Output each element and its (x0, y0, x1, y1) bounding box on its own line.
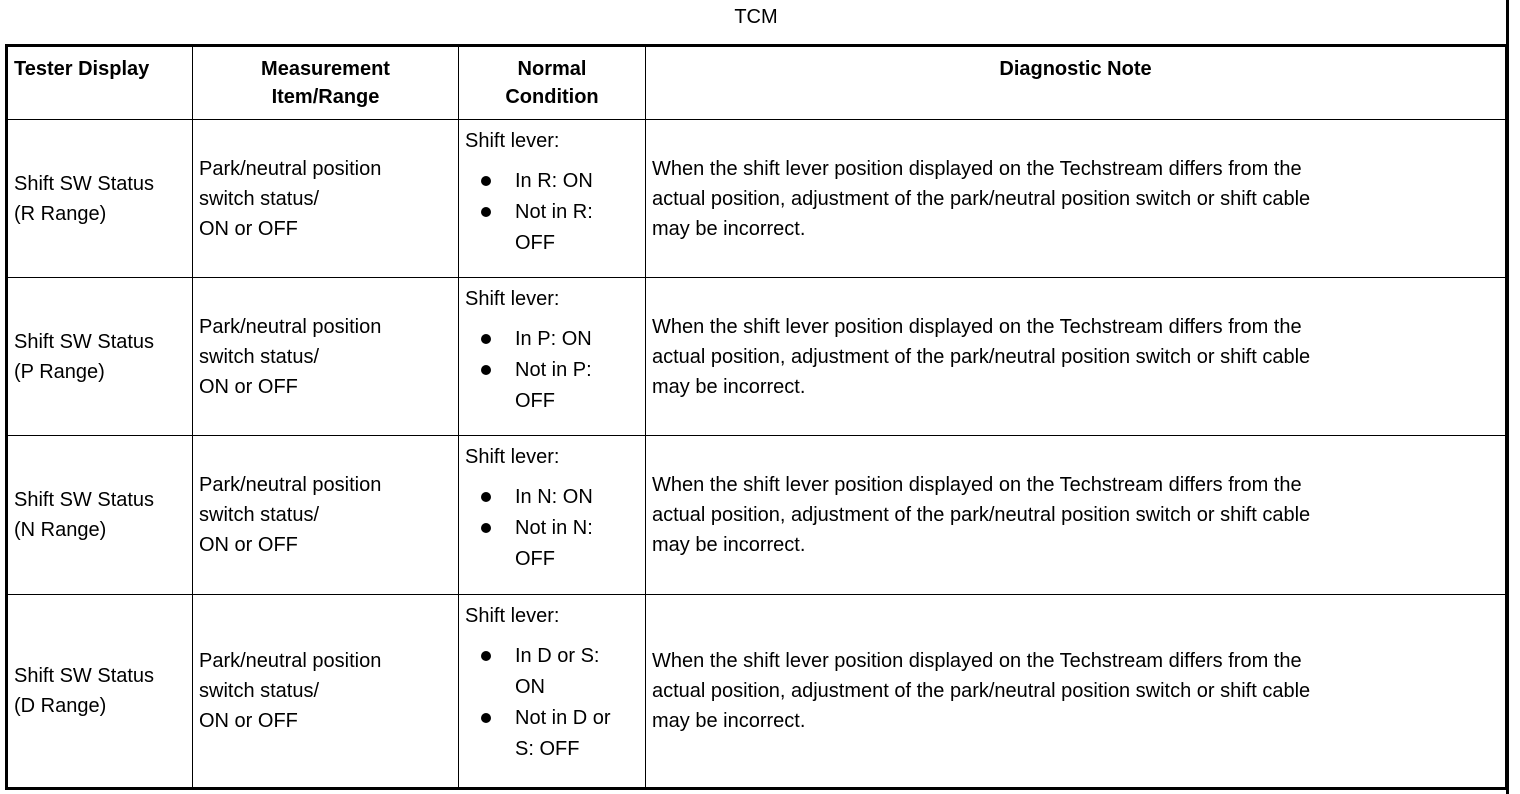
condition-option-text: In D or S: (515, 644, 600, 667)
diagnostic-note-cell (646, 278, 1507, 436)
condition-option (465, 482, 639, 513)
condition-list (465, 324, 639, 417)
tester-display-line2: (D Range) (14, 694, 107, 717)
tester-display-line2: (R Range) (14, 202, 107, 225)
condition-option-text: Not in R: (515, 201, 593, 223)
tester-display-line1: Shift SW Status (14, 489, 155, 511)
bullet-icon (481, 334, 491, 344)
diagnostic-note-line1: When the shift lever position displayed on the Techstream differs from the (652, 315, 1302, 338)
bullet-icon (481, 492, 491, 502)
condition-option-text: Not in D or (515, 706, 611, 729)
table-row (7, 278, 1507, 436)
diagnostic-note-line2: actual position, adjustment of the park/neutral position switch or shift cable (652, 345, 1311, 368)
condition-list (465, 641, 639, 765)
header-normal-line1: Normal (517, 58, 587, 80)
bullet-icon (481, 523, 491, 533)
condition-option (465, 513, 639, 575)
normal-condition-cell (459, 120, 646, 278)
header-diagnostic-note-label: Diagnostic Note (999, 58, 1152, 80)
bullet-icon (481, 207, 491, 217)
tester-display-cell (7, 594, 193, 788)
condition-option (465, 324, 639, 355)
header-diagnostic-note (646, 46, 1507, 120)
measurement-line2: switch status/ (199, 504, 320, 526)
condition-option-text-cont: OFF (515, 232, 555, 254)
condition-option (465, 166, 639, 197)
header-normal-line2: Condition (505, 86, 599, 108)
condition-option-text: In R: ON (515, 170, 593, 192)
header-tester-display (7, 46, 193, 120)
diagnostic-note-line3: may be incorrect. (652, 217, 806, 240)
measurement-item-cell (193, 594, 459, 788)
measurement-line2: switch status/ (199, 679, 320, 702)
measurement-line2: switch status/ (199, 187, 320, 210)
data-list-table (5, 44, 1508, 790)
condition-option-text: Not in P: (515, 359, 592, 382)
condition-option-text: In P: ON (515, 328, 592, 351)
bullet-icon (481, 176, 491, 186)
condition-label: Shift lever: (465, 288, 560, 311)
condition-option (465, 355, 639, 417)
measurement-line2: switch status/ (199, 345, 320, 368)
measurement-line1: Park/neutral position (199, 157, 382, 180)
condition-list (465, 166, 639, 259)
bullet-icon (481, 713, 491, 723)
table-row (7, 594, 1507, 788)
diagnostic-note-line2: actual position, adjustment of the park/neutral position switch or shift cable (652, 679, 1311, 702)
condition-option (465, 641, 639, 703)
header-normal-condition (459, 46, 646, 120)
condition-option (465, 197, 639, 259)
tester-display-line1: Shift SW Status (14, 172, 155, 195)
diagnostic-note-line2: actual position, adjustment of the park/neutral position switch or shift cable (652, 187, 1311, 210)
condition-option-text-cont: OFF (515, 548, 555, 571)
measurement-line1: Park/neutral position (199, 315, 382, 338)
measurement-line3: ON or OFF (199, 217, 298, 240)
measurement-line1: Park/neutral position (199, 649, 382, 672)
header-measurement-line1: Measurement (261, 58, 390, 80)
tester-display-line2: (P Range) (14, 360, 105, 383)
bullet-icon (481, 365, 491, 375)
table-header-row (7, 46, 1507, 120)
condition-option-text: Not in N: (515, 517, 593, 540)
condition-option-text-cont: ON (515, 675, 545, 698)
tester-display-line1: Shift SW Status (14, 664, 155, 687)
tester-display-cell (7, 120, 193, 278)
normal-condition-cell (459, 436, 646, 594)
diagnostic-note-line3: may be incorrect. (652, 534, 806, 556)
condition-list (465, 482, 639, 575)
header-measurement-item (193, 46, 459, 120)
tester-display-cell (7, 278, 193, 436)
header-tester-display-label: Tester Display (14, 58, 150, 80)
bullet-icon (481, 651, 491, 661)
diagnostic-note-line1: When the shift lever position displayed on the Techstream differs from the (652, 474, 1302, 496)
measurement-item-cell (193, 436, 459, 594)
normal-condition-cell (459, 594, 646, 788)
normal-condition-cell (459, 278, 646, 436)
table-row (7, 436, 1507, 594)
diagnostic-note-line1: When the shift lever position displayed on the Techstream differs from the (652, 649, 1302, 672)
condition-option-text: In N: ON (515, 486, 593, 509)
table-caption: TCM (734, 6, 778, 28)
diagnostic-note-line3: may be incorrect. (652, 709, 806, 732)
measurement-line1: Park/neutral position (199, 474, 382, 496)
condition-label: Shift lever: (465, 130, 560, 152)
condition-option-text-cont: S: OFF (515, 737, 580, 760)
diagnostic-note-line2: actual position, adjustment of the park/neutral position switch or shift cable (652, 504, 1311, 526)
measurement-line3: ON or OFF (199, 534, 298, 556)
table-row (7, 120, 1507, 278)
tester-display-cell (7, 436, 193, 594)
measurement-line3: ON or OFF (199, 709, 298, 732)
condition-label: Shift lever: (465, 446, 560, 469)
diagnostic-note-cell (646, 594, 1507, 788)
header-measurement-line2: Item/Range (271, 86, 380, 108)
measurement-item-cell (193, 278, 459, 436)
condition-option (465, 703, 639, 765)
tester-display-line1: Shift SW Status (14, 330, 155, 353)
diagnostic-note-line3: may be incorrect. (652, 375, 806, 398)
tester-display-line2: (N Range) (14, 519, 107, 541)
condition-option-text-cont: OFF (515, 390, 555, 413)
diagnostic-note-line1: When the shift lever position displayed on the Techstream differs from the (652, 157, 1302, 180)
diagnostic-note-cell (646, 120, 1507, 278)
diagnostic-note-cell (646, 436, 1507, 594)
measurement-item-cell (193, 120, 459, 278)
measurement-line3: ON or OFF (199, 375, 298, 398)
condition-label: Shift lever: (465, 604, 560, 627)
